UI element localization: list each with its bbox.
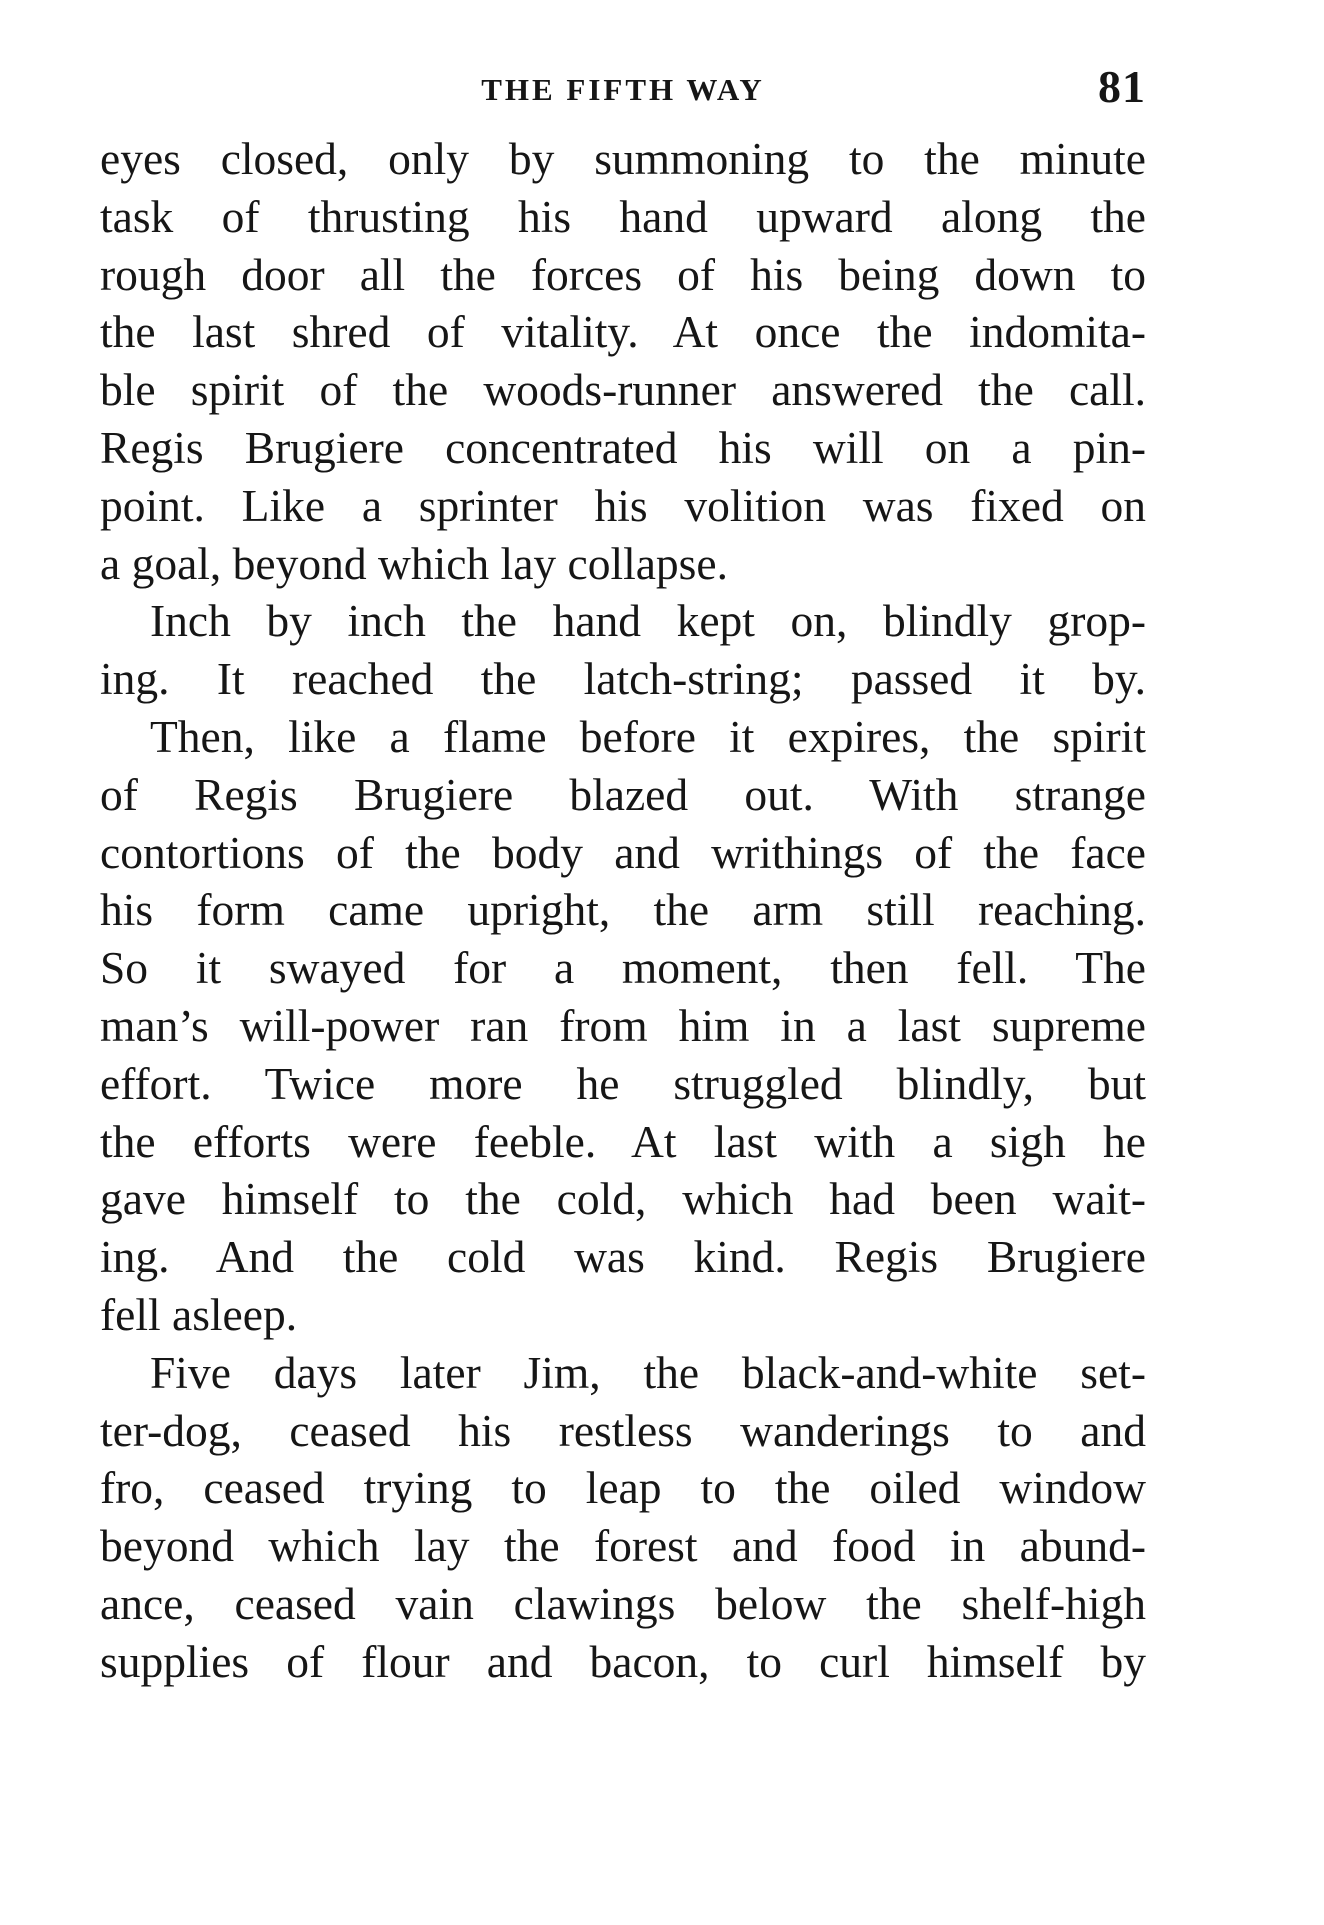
text-line: effort. Twice more he struggled blindly, but <box>100 1057 1146 1109</box>
text-line: ter-dog, ceased his restless wanderings to and <box>100 1404 1146 1456</box>
text-line: the efforts were feeble. At last with a sigh he <box>100 1115 1146 1167</box>
running-head <box>100 60 1146 120</box>
text-line: the last shred of vitality. At once the indomita- <box>100 306 1146 358</box>
text-line: contortions of the body and writhings of the face <box>100 826 1146 878</box>
text-line: task of thrusting his hand upward along the <box>100 190 1146 242</box>
text-line: fell asleep. <box>100 1288 298 1340</box>
body-text <box>100 130 1146 1691</box>
text-line: point. Like a sprinter his volition was fixed on <box>100 479 1146 531</box>
text-line: his form came upright, the arm still reaching. <box>100 884 1146 936</box>
text-line: a goal, beyond which lay collapse. <box>100 537 728 589</box>
text-line: Inch by inch the hand kept on, blindly grop- <box>150 595 1146 647</box>
text-line: Then, like a flame before it expires, the spirit <box>150 710 1146 762</box>
text-line: ance, ceased vain clawings below the shelf-high <box>100 1577 1146 1629</box>
book-page <box>100 60 1146 1691</box>
text-line: Regis Brugiere concentrated his will on a pin- <box>100 421 1146 473</box>
text-line: Five days later Jim, the black-and-white set- <box>150 1346 1146 1398</box>
text-line: ing. And the cold was kind. Regis Brugiere <box>100 1231 1146 1283</box>
text-line: ble spirit of the woods-runner answered the call. <box>100 364 1146 416</box>
text-line: rough door all the forces of his being down to <box>100 248 1146 300</box>
text-line: supplies of flour and bacon, to curl himself by <box>100 1635 1146 1687</box>
page-number: 81 <box>1098 61 1146 112</box>
text-line: gave himself to the cold, which had been wait- <box>100 1173 1146 1225</box>
text-line: ing. It reached the latch-string; passed it by. <box>100 653 1146 705</box>
text-line: fro, ceased trying to leap to the oiled window <box>100 1462 1146 1514</box>
text-line: of Regis Brugiere blazed out. With strange <box>100 768 1146 820</box>
running-title: THE FIFTH WAY <box>481 72 765 107</box>
text-line: beyond which lay the forest and food in abund- <box>100 1520 1146 1572</box>
text-line: So it swayed for a moment, then fell. The <box>100 942 1146 994</box>
text-line: eyes closed, only by summoning to the minute <box>100 133 1146 184</box>
text-line: man’s will-power ran from him in a last supreme <box>100 999 1146 1051</box>
